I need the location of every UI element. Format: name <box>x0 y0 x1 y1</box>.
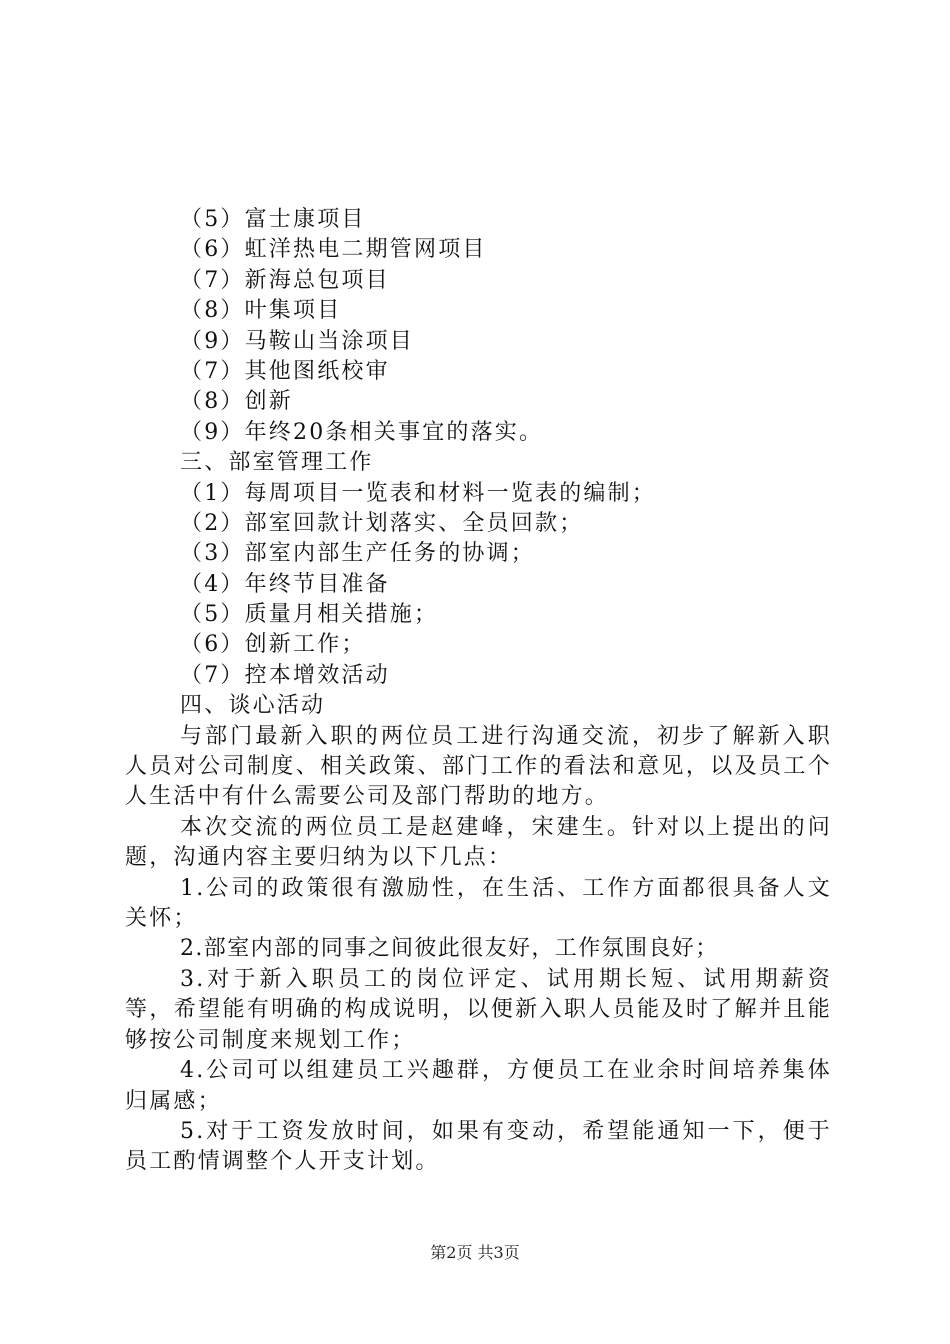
list-item: （7）新海总包项目 <box>180 267 390 293</box>
paragraph: 2.部室内部的同事之间彼此很友好，工作氛围良好； <box>180 936 719 962</box>
section-heading: 三、部室管理工作 <box>180 450 374 476</box>
document-body <box>125 205 832 1178</box>
page-footer: 第2页 共3页 <box>430 1243 520 1262</box>
list-item: （1）每周项目一览表和材料一览表的编制； <box>180 480 656 506</box>
paragraph: 3.对于新入职员工的岗位评定、试用期长短、试用期薪资等，希望能有明确的构成说明，以便新入职人员能及时了解并且能够按公司制度来规划工作； <box>125 966 832 1053</box>
list-item: （2）部室回款计划落实、全员回款； <box>180 510 584 536</box>
paragraph: 5.对于工资发放时间，如果有变动，希望能通知一下，便于员工酌情调整个人开支计划。 <box>125 1118 832 1175</box>
list-item: （6）虹洋热电二期管网项目 <box>180 237 487 263</box>
list-item: （7）控本增效活动 <box>180 662 390 688</box>
list-item: （9）年终20条相关事宜的落实。 <box>180 419 544 445</box>
list-item: （9）马鞍山当涂项目 <box>180 328 414 354</box>
list-item: （5）质量月相关措施； <box>180 602 439 628</box>
paragraph: 本次交流的两位员工是赵建峰，宋建生。针对以上提出的问题，沟通内容主要归纳为以下几点： <box>125 814 832 871</box>
list-item: （5）富士康项目 <box>180 207 366 232</box>
section-heading: 四、谈心活动 <box>180 693 326 719</box>
list-item: （8）叶集项目 <box>180 298 342 324</box>
paragraph: 4.公司可以组建员工兴趣群，方便员工在业余时间培养集体归属感； <box>125 1058 832 1114</box>
list-item: （6）创新工作； <box>180 632 366 658</box>
paragraph: 与部门最新入职的两位员工进行沟通交流，初步了解新入职人员对公司制度、相关政策、部门工作的看法和意见，以及员工个人生活中有什么需要公司及部门帮助的地方。 <box>125 723 832 810</box>
paragraph: 1.公司的政策很有激励性，在生活、工作方面都很具备人文关怀； <box>125 875 832 932</box>
list-item: （8）创新 <box>180 389 293 415</box>
list-item: （4）年终节目准备 <box>180 571 390 597</box>
list-item: （7）其他图纸校审 <box>180 358 390 384</box>
list-item: （3）部室内部生产任务的协调； <box>180 541 535 567</box>
